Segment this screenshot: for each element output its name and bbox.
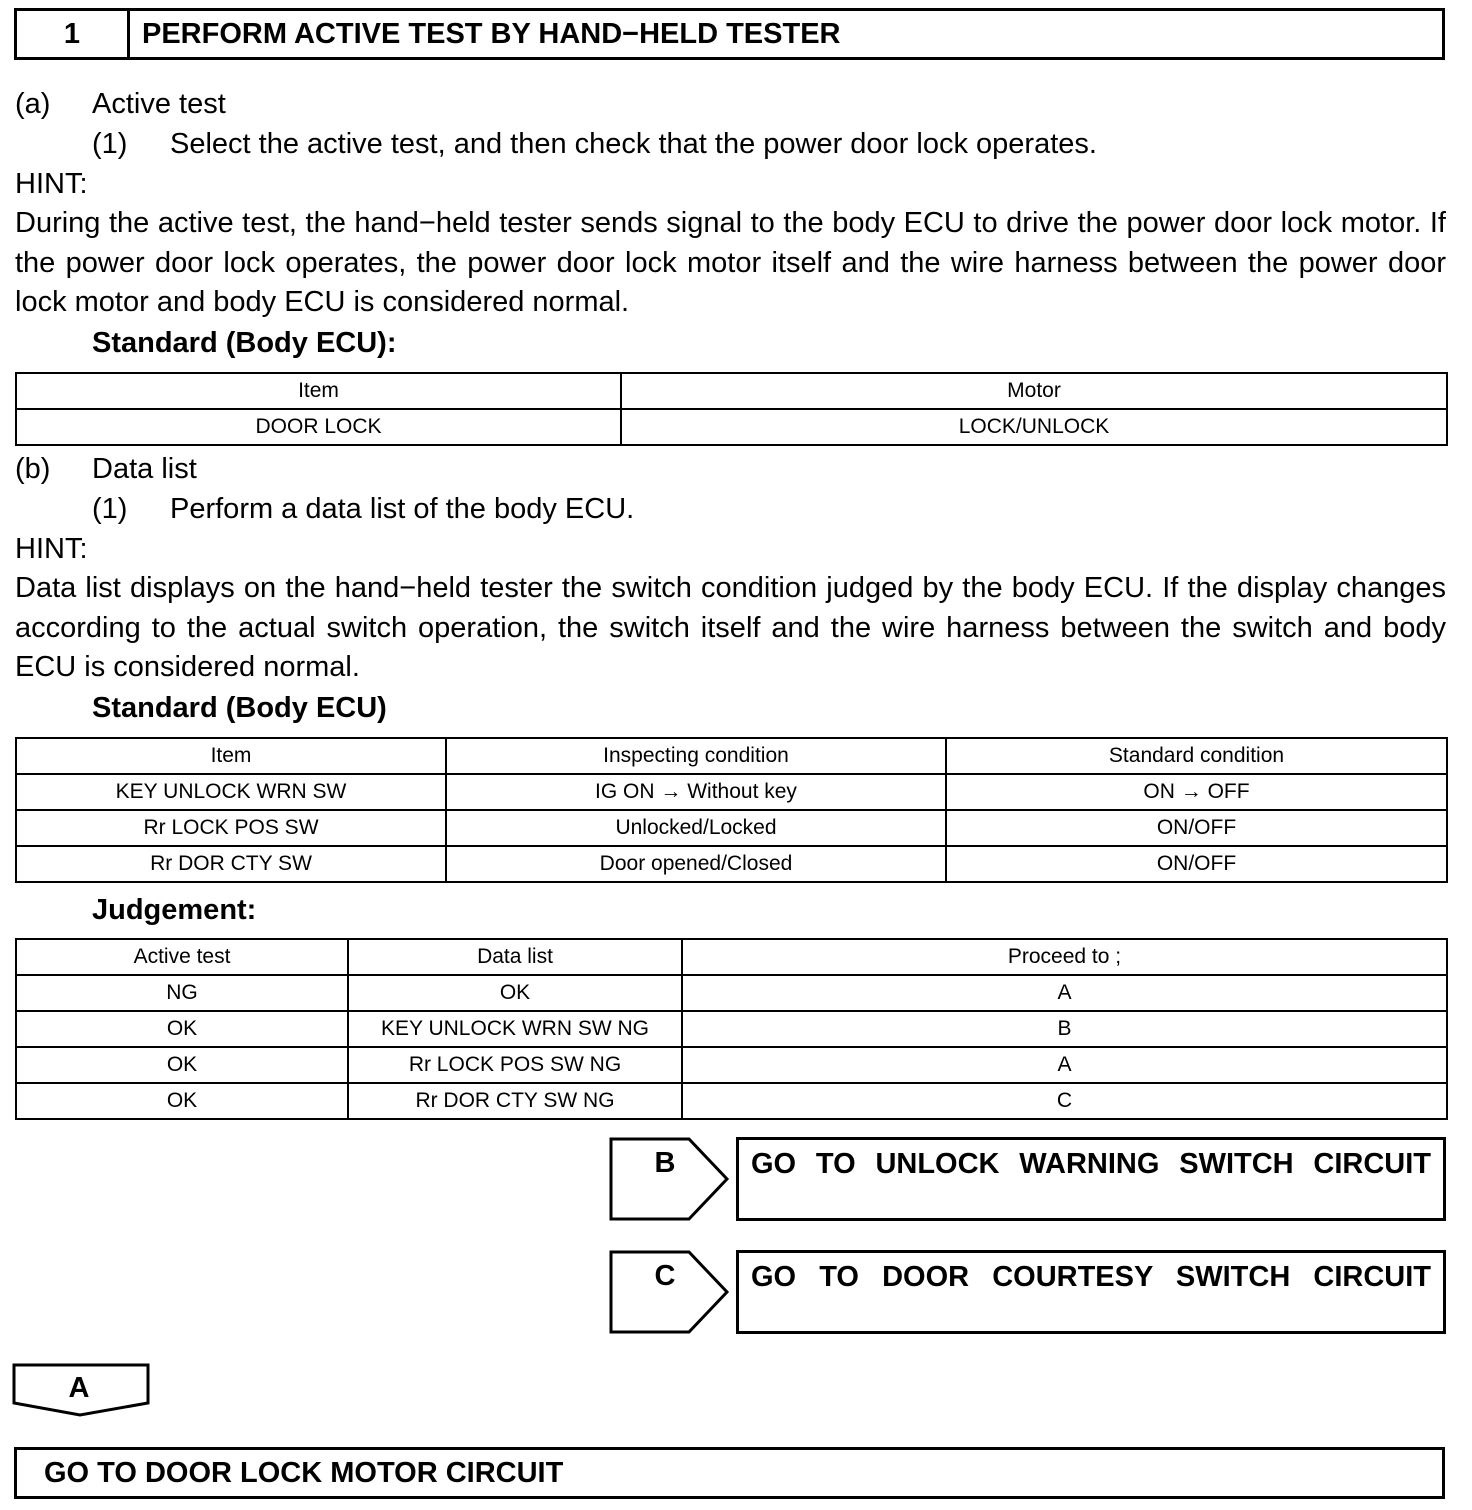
table-cell: Rr LOCK POS SW NG: [348, 1047, 682, 1083]
table-header-row: [16, 373, 1447, 409]
data-list-table: [15, 737, 1448, 883]
outcome-b-text: GO TO UNLOCK WARNING SWITCH CIRCUIT: [751, 1148, 1431, 1180]
table-row: [16, 810, 1447, 846]
table-row: [16, 1047, 1447, 1083]
table-cell: Rr DOR CTY SW: [16, 846, 446, 882]
section-b-hint-label: HINT:: [15, 533, 88, 565]
section-b-label: (b): [15, 453, 51, 485]
table-cell: OK: [16, 1083, 348, 1119]
table-cell: DOOR LOCK: [16, 409, 621, 445]
table-header-row: [16, 939, 1447, 975]
table-cell: C: [682, 1083, 1447, 1119]
table-cell: KEY UNLOCK WRN SW NG: [348, 1011, 682, 1047]
table-cell: OK: [348, 975, 682, 1011]
section-a-hint-label: HINT:: [15, 168, 88, 200]
step-number: 1: [63, 18, 81, 50]
table-row: [16, 409, 1447, 445]
outcome-a-label: A: [68, 1372, 90, 1404]
table-cell: A: [682, 1047, 1447, 1083]
table-cell: KEY UNLOCK WRN SW: [16, 774, 446, 810]
judgement-title: Judgement:: [92, 894, 257, 926]
section-a-hint-text: During the active test, the hand−held tester sends signal to the body ECU to drive the power door lock motor. If the power door lock operates, the power door lock motor itself and the wire harness between the power door lock motor and body ECU is considered normal.: [15, 207, 1446, 318]
section-a-standard-title: Standard (Body ECU):: [92, 327, 397, 359]
table-cell: ON/OFF: [946, 846, 1447, 882]
active-test-table: [15, 372, 1448, 446]
table-cell: OK: [16, 1047, 348, 1083]
table-header-cell: Proceed to ;: [682, 939, 1447, 975]
table-header-cell: Motor: [621, 373, 1447, 409]
table-cell: LOCK/UNLOCK: [621, 409, 1447, 445]
table-cell: Unlocked/Locked: [446, 810, 946, 846]
section-b-title: Data list: [92, 453, 197, 485]
table-cell: Door opened/Closed: [446, 846, 946, 882]
table-row: [16, 774, 1447, 810]
section-a-step-text: Select the active test, and then check that the power door lock operates.: [170, 128, 1097, 160]
outcome-c-label: C: [654, 1260, 676, 1292]
section-a-step-label: (1): [92, 128, 128, 160]
table-header-row: [16, 738, 1447, 774]
table-row: [16, 1011, 1447, 1047]
table-header-cell: Standard condition: [946, 738, 1447, 774]
table-cell: Rr LOCK POS SW: [16, 810, 446, 846]
section-b-hint-text: Data list displays on the hand−held tester the switch condition judged by the body ECU. If the display changes according to the actual switch operation, the switch itself and the wire harness between the switch and body ECU is considered normal.: [15, 572, 1446, 683]
table-cell: A: [682, 975, 1447, 1011]
outcome-c-box[interactable]: [736, 1250, 1446, 1334]
table-cell: ON/OFF: [946, 810, 1447, 846]
section-b-step-label: (1): [92, 493, 128, 525]
outcome-a-box[interactable]: [14, 1447, 1445, 1499]
table-header-cell: Item: [16, 373, 621, 409]
table-cell: ON → OFF: [946, 774, 1447, 810]
judgement-table: [15, 938, 1448, 1120]
outcome-c-text: GO TO DOOR COURTESY SWITCH CIRCUIT: [751, 1261, 1431, 1293]
table-header-cell: Item: [16, 738, 446, 774]
section-a-label: (a): [15, 88, 51, 120]
table-cell: NG: [16, 975, 348, 1011]
table-row: [16, 975, 1447, 1011]
step-header: [14, 8, 1445, 60]
outcome-a-text: GO TO DOOR LOCK MOTOR CIRCUIT: [44, 1457, 564, 1489]
table-cell: OK: [16, 1011, 348, 1047]
section-a-title: Active test: [92, 88, 226, 120]
step-title: PERFORM ACTIVE TEST BY HAND−HELD TESTER: [142, 18, 841, 50]
section-b-standard-title: Standard (Body ECU): [92, 692, 387, 724]
table-header-cell: Data list: [348, 939, 682, 975]
outcome-b-label: B: [654, 1147, 676, 1179]
table-row: [16, 846, 1447, 882]
table-cell: B: [682, 1011, 1447, 1047]
table-header-cell: Active test: [16, 939, 348, 975]
table-row: [16, 1083, 1447, 1119]
section-b-step-text: Perform a data list of the body ECU.: [170, 493, 635, 525]
table-cell: Rr DOR CTY SW NG: [348, 1083, 682, 1119]
table-cell: IG ON → Without key: [446, 774, 946, 810]
table-header-cell: Inspecting condition: [446, 738, 946, 774]
outcome-b-box[interactable]: [736, 1137, 1446, 1221]
